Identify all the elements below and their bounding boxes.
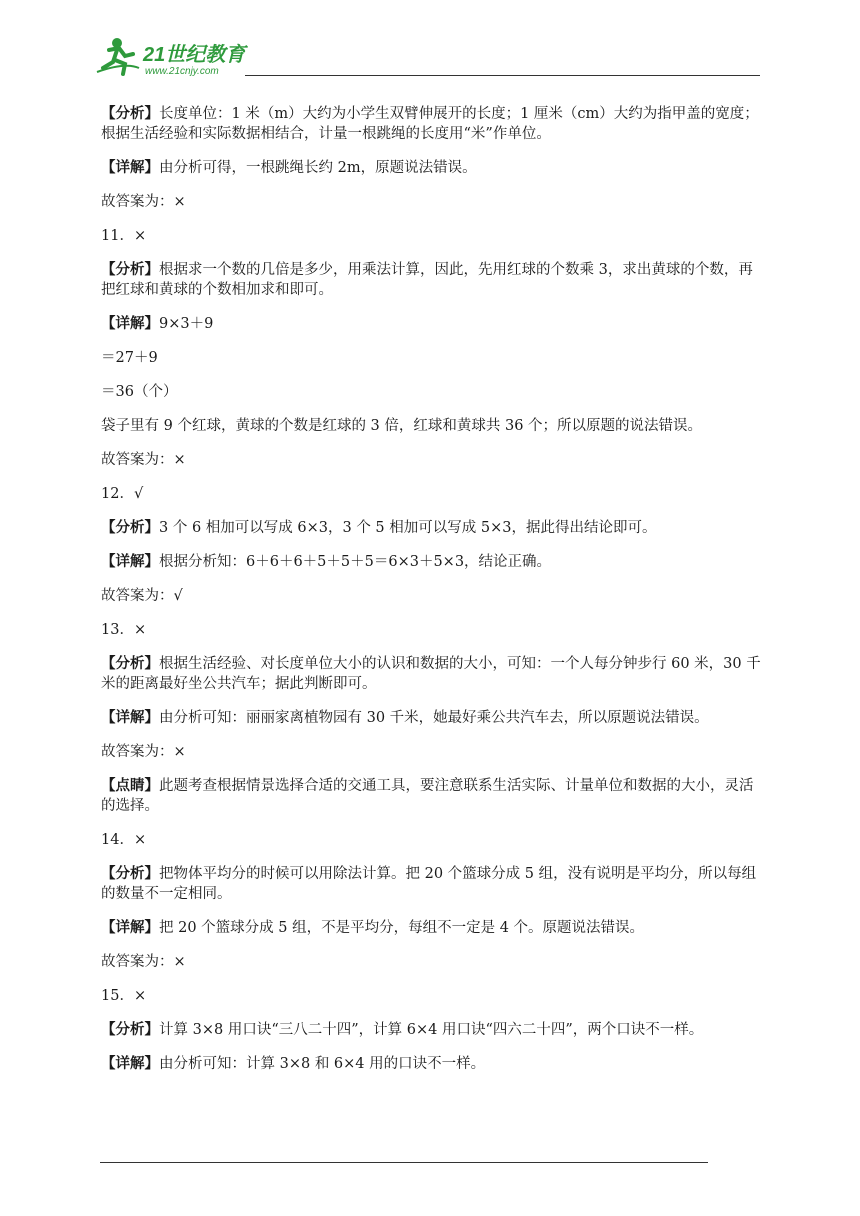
text-line	[101, 552, 763, 586]
section-tag: 【点睛】	[101, 777, 159, 794]
text-line	[101, 382, 763, 416]
text-line	[101, 742, 763, 776]
footer-divider	[100, 1162, 708, 1163]
section-tag: 【详解】	[101, 315, 159, 332]
text-line	[101, 518, 763, 552]
line-text: 故答案为：×	[101, 744, 186, 760]
21cnjy-logo	[95, 34, 265, 78]
line-text: 11．×	[101, 228, 147, 244]
text-line	[101, 864, 763, 918]
line-text: 13．×	[101, 622, 147, 638]
section-tag: 【详解】	[101, 1055, 159, 1072]
text-line	[101, 104, 763, 158]
section-tag: 【详解】	[101, 159, 159, 176]
text-line	[101, 708, 763, 742]
line-text: 故答案为：×	[101, 194, 186, 210]
text-line	[101, 986, 763, 1020]
section-tag: 【分析】	[101, 261, 159, 278]
line-text: 此题考查根据情景选择合适的交通工具，要注意联系生活实际、计量单位和数据的大小，灵活的选择。	[101, 778, 754, 814]
page-header	[95, 34, 760, 80]
answer-content	[101, 104, 763, 1088]
text-line	[101, 952, 763, 986]
text-line	[101, 830, 763, 864]
line-text: 3 个 6 相加可以写成 6×3，3 个 5 相加可以写成 5×3，据此得出结论即可。	[159, 520, 657, 536]
section-tag: 【详解】	[101, 553, 159, 570]
line-text: 袋子里有 9 个红球，黄球的个数是红球的 3 倍，红球和黄球共 36 个；所以原题的说法错误。	[101, 418, 703, 434]
text-line	[101, 918, 763, 952]
text-line	[101, 1020, 763, 1054]
line-text: 故答案为：×	[101, 452, 186, 468]
line-text: 长度单位：1 米（m）大约为小学生双臂伸展开的长度；1 厘米（cm）大约为指甲盖的宽度；根据生活经验和实际数据相结合，计量一根跳绳的长度用“米”作单位。	[101, 106, 759, 142]
line-text: 故答案为：√	[101, 588, 183, 604]
text-line	[101, 776, 763, 830]
line-text: 把物体平均分的时候可以用除法计算。把 20 个篮球分成 5 组，没有说明是平均分，所以每组的数量不一定相同。	[101, 866, 757, 902]
line-text: 9×3＋9	[159, 316, 214, 332]
text-line	[101, 192, 763, 226]
text-line	[101, 1054, 763, 1088]
text-line	[101, 158, 763, 192]
line-text: ＝27＋9	[101, 350, 158, 366]
section-tag: 【详解】	[101, 919, 159, 936]
line-text: 根据生活经验、对长度单位大小的认识和数据的大小，可知：一个人每分钟步行 60 米，30 千米的距离最好坐公共汽车；据此判断即可。	[101, 656, 761, 692]
logo-title: 21世纪教育	[143, 44, 246, 66]
line-text: 由分析可知：丽丽家离植物园有 30 千米，她最好乘公共汽车去，所以原题说法错误。	[159, 710, 709, 726]
line-text: 计算 3×8 用口诀“三八二十四”，计算 6×4 用口诀“四六二十四”，两个口诀不一样。	[159, 1022, 704, 1038]
line-text: 12．√	[101, 486, 144, 502]
line-text: 由分析可得，一根跳绳长约 2m，原题说法错误。	[159, 160, 477, 176]
line-text: ＝36（个）	[101, 384, 178, 400]
text-line	[101, 654, 763, 708]
section-tag: 【分析】	[101, 1021, 159, 1038]
line-text: 把 20 个篮球分成 5 组，不是平均分，每组不一定是 4 个。原题说法错误。	[159, 920, 645, 936]
line-text: 故答案为：×	[101, 954, 186, 970]
section-tag: 【分析】	[101, 865, 159, 882]
text-line	[101, 620, 763, 654]
text-line	[101, 314, 763, 348]
text-line	[101, 348, 763, 382]
line-text: 根据分析知：6＋6＋6＋5＋5＋5＝6×3＋5×3，结论正确。	[159, 554, 552, 570]
line-text: 14．×	[101, 832, 147, 848]
line-text: 根据求一个数的几倍是多少，用乘法计算，因此，先用红球的个数乘 3，求出黄球的个数，再把红球和黄球的个数相加求和即可。	[101, 262, 753, 298]
section-tag: 【分析】	[101, 519, 159, 536]
logo-url: www.21cnjy.com	[145, 66, 219, 77]
section-tag: 【分析】	[101, 655, 159, 672]
section-tag: 【详解】	[101, 709, 159, 726]
line-text: 15．×	[101, 988, 147, 1004]
header-divider	[245, 75, 760, 76]
text-line	[101, 450, 763, 484]
text-line	[101, 586, 763, 620]
text-line	[101, 226, 763, 260]
line-text: 由分析可知：计算 3×8 和 6×4 用的口诀不一样。	[159, 1056, 486, 1072]
text-line	[101, 416, 763, 450]
text-line	[101, 260, 763, 314]
section-tag: 【分析】	[101, 105, 159, 122]
text-line	[101, 484, 763, 518]
